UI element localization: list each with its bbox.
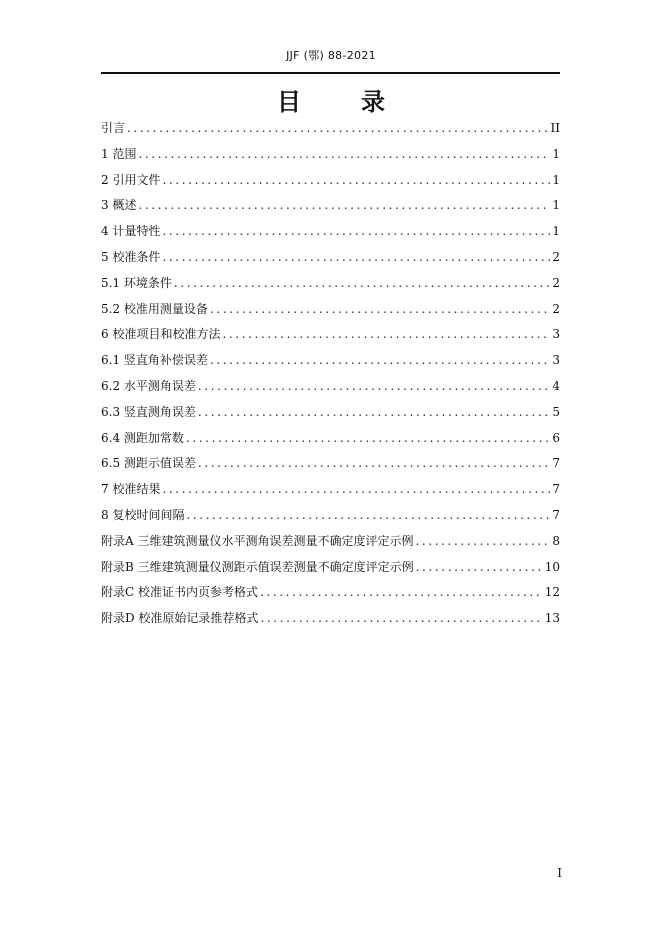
toc-entry-appendix-d[interactable]: [101, 606, 560, 632]
toc-entry-label: 4 计量特性: [101, 224, 161, 239]
toc-leader-dots: [416, 555, 543, 581]
toc-entry-label: 5.2 校准用测量设备: [101, 301, 208, 316]
toc-entry-label: 6.1 竖直角补偿误差: [101, 353, 208, 368]
toc-entry-page: 1: [552, 224, 560, 239]
toc-entry-page: 12: [544, 585, 560, 600]
toc-entry-page: 7: [552, 482, 560, 497]
toc-entry-label: 附录B 三维建筑测量仪测距示值误差测量不确定度评定示例: [101, 559, 414, 574]
toc-entry-label: 6.3 竖直测角误差: [101, 404, 196, 419]
toc-leader-dots: [186, 503, 550, 529]
toc-entry-3[interactable]: [101, 193, 560, 219]
title-char-1: 目: [277, 88, 301, 116]
toc-leader-dots: [210, 297, 550, 323]
toc-entry-label: 5.1 环境条件: [101, 275, 172, 290]
toc-entry-page: 10: [544, 559, 560, 574]
toc-entry-7[interactable]: [101, 477, 560, 503]
toc-entry-6-1[interactable]: [101, 348, 560, 374]
toc-entry-5-1[interactable]: [101, 271, 560, 297]
toc-entry-page: 6: [552, 430, 560, 445]
toc-leader-dots: [198, 400, 550, 426]
toc-entry-label: 2 引用文件: [101, 172, 161, 187]
toc-entry-page: 13: [544, 611, 560, 626]
toc-leader-dots: [138, 142, 550, 168]
toc-entry-6-5[interactable]: [101, 451, 560, 477]
toc-entry-8[interactable]: [101, 503, 560, 529]
toc-leader-dots: [127, 116, 549, 142]
toc-entry-1[interactable]: [101, 142, 560, 168]
toc-entry-label: 附录C 校准证书内页参考格式: [101, 585, 258, 600]
toc-entry-label: 附录A 三维建筑测量仪水平测角误差测量不确定度评定示例: [101, 533, 414, 548]
toc-entry-page: 7: [552, 507, 560, 522]
table-of-contents: [101, 116, 560, 632]
toc-leader-dots: [174, 271, 550, 297]
toc-entry-appendix-b[interactable]: [101, 555, 560, 581]
toc-entry-2[interactable]: [101, 168, 560, 194]
toc-entry-appendix-a[interactable]: [101, 529, 560, 555]
toc-entry-6-3[interactable]: [101, 400, 560, 426]
toc-entry-label: 1 范围: [101, 146, 137, 161]
toc-entry-page: 3: [552, 327, 560, 342]
toc-entry-page: II: [550, 121, 560, 135]
toc-entry-page: 2: [552, 275, 560, 290]
toc-entry-label: 8 复校时间间隔: [101, 507, 185, 522]
toc-leader-dots: [210, 348, 550, 374]
toc-entry-label: 6 校准项目和校准方法: [101, 327, 221, 342]
toc-leader-dots: [162, 168, 550, 194]
toc-entry-6[interactable]: [101, 322, 560, 348]
document-code-header: JJF (鄂) 88-2021: [286, 49, 376, 62]
toc-entry-page: 1: [552, 146, 560, 161]
toc-leader-dots: [162, 477, 550, 503]
toc-entry-appendix-c[interactable]: [101, 580, 560, 606]
toc-leader-dots: [198, 451, 550, 477]
toc-entry-6-2[interactable]: [101, 374, 560, 400]
toc-entry-label: 5 校准条件: [101, 249, 161, 264]
toc-entry-5-2[interactable]: [101, 297, 560, 323]
toc-entry-page: 8: [552, 533, 560, 548]
toc-entry-page: 1: [552, 172, 560, 187]
title-char-2: 录: [361, 88, 385, 116]
toc-entry-page: 1: [552, 198, 560, 213]
toc-entry-label: 6.5 测距示值误差: [101, 456, 196, 471]
toc-leader-dots: [162, 219, 550, 245]
page-number: I: [557, 866, 562, 880]
page-title: [0, 82, 662, 117]
header-rule: [101, 72, 560, 74]
toc-leader-dots: [260, 580, 543, 606]
toc-entry-label: 6.4 测距加常数: [101, 430, 184, 445]
toc-entry-label: 6.2 水平测角误差: [101, 378, 196, 393]
toc-entry-page: 7: [552, 456, 560, 471]
toc-entry-label: 7 校准结果: [101, 482, 161, 497]
toc-leader-dots: [222, 322, 550, 348]
toc-entry-page: 4: [552, 378, 560, 393]
toc-entry-label: 3 概述: [101, 198, 137, 213]
toc-leader-dots: [198, 374, 550, 400]
toc-leader-dots: [415, 529, 550, 555]
toc-entry-page: 2: [552, 249, 560, 264]
toc-entry-page: 5: [552, 404, 560, 419]
toc-entry-page: 3: [552, 353, 560, 368]
toc-leader-dots: [260, 606, 542, 632]
toc-entry-6-4[interactable]: [101, 426, 560, 452]
toc-entry-page: 2: [552, 301, 560, 316]
toc-entry-introduction[interactable]: [101, 116, 560, 142]
toc-leader-dots: [186, 426, 550, 452]
toc-entry-label: 引言: [101, 121, 126, 135]
toc-entry-5[interactable]: [101, 245, 560, 271]
toc-entry-label: 附录D 校准原始记录推荐格式: [101, 611, 259, 626]
toc-entry-4[interactable]: [101, 219, 560, 245]
toc-leader-dots: [138, 193, 550, 219]
toc-leader-dots: [162, 245, 550, 271]
